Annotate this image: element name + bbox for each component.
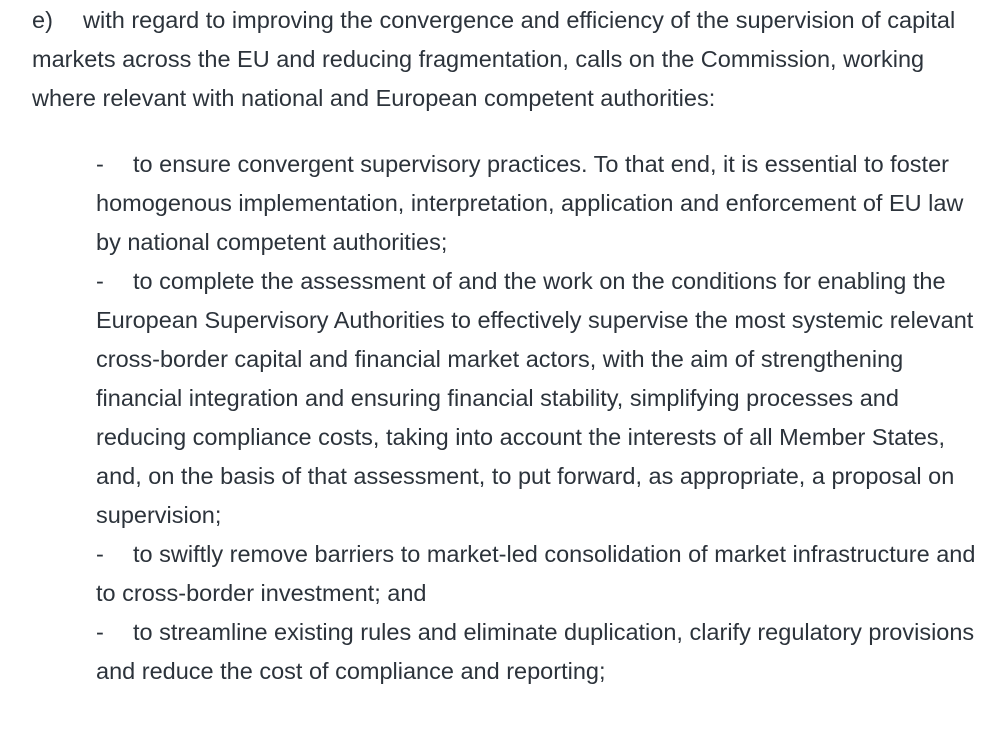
- dash-marker: -: [96, 151, 104, 177]
- bullet-item-2: [96, 262, 976, 535]
- bullet-text-3: to swiftly remove barriers to market-led consolidation of market infrastructure and to cross-border investment; and: [96, 541, 976, 606]
- document-body: [32, 0, 976, 691]
- bullet-text-2: to complete the assessment of and the work on the conditions for enabling the European Supervisory Authorities to effectively supervise the most systemic relevant cross-border capital and financial market actors, with the aim of strengthening financial integration and ensuring financial stability, simplifying processes and reducing compliance costs, taking into account the interests of all Member States, and, on the basis of that assessment, to put forward, as appropriate, a proposal on supervision;: [96, 268, 974, 528]
- dash-marker: -: [96, 268, 104, 294]
- dash-marker: -: [96, 541, 104, 567]
- intro-text: with regard to improving the convergence and efficiency of the supervision of capital markets across the EU and reducing fragmentation, calls on the Commission, working where relevant with national and European competent authorities:: [32, 7, 956, 111]
- bullet-item-3: [96, 535, 976, 613]
- bullet-list: [96, 145, 976, 691]
- bullet-text-4: to streamline existing rules and eliminate duplication, clarify regulatory provisions and reduce the cost of compliance and reporting;: [96, 619, 975, 684]
- bullet-text-1: to ensure convergent supervisory practices. To that end, it is essential to foster homogenous implementation, interpretation, application and enforcement of EU law by national competent authorities;: [96, 151, 964, 255]
- dash-marker: -: [96, 619, 104, 645]
- intro-paragraph: [32, 0, 972, 118]
- bullet-item-1: [96, 145, 976, 262]
- paragraph-letter: e): [32, 7, 53, 33]
- bullet-item-4: [96, 613, 976, 691]
